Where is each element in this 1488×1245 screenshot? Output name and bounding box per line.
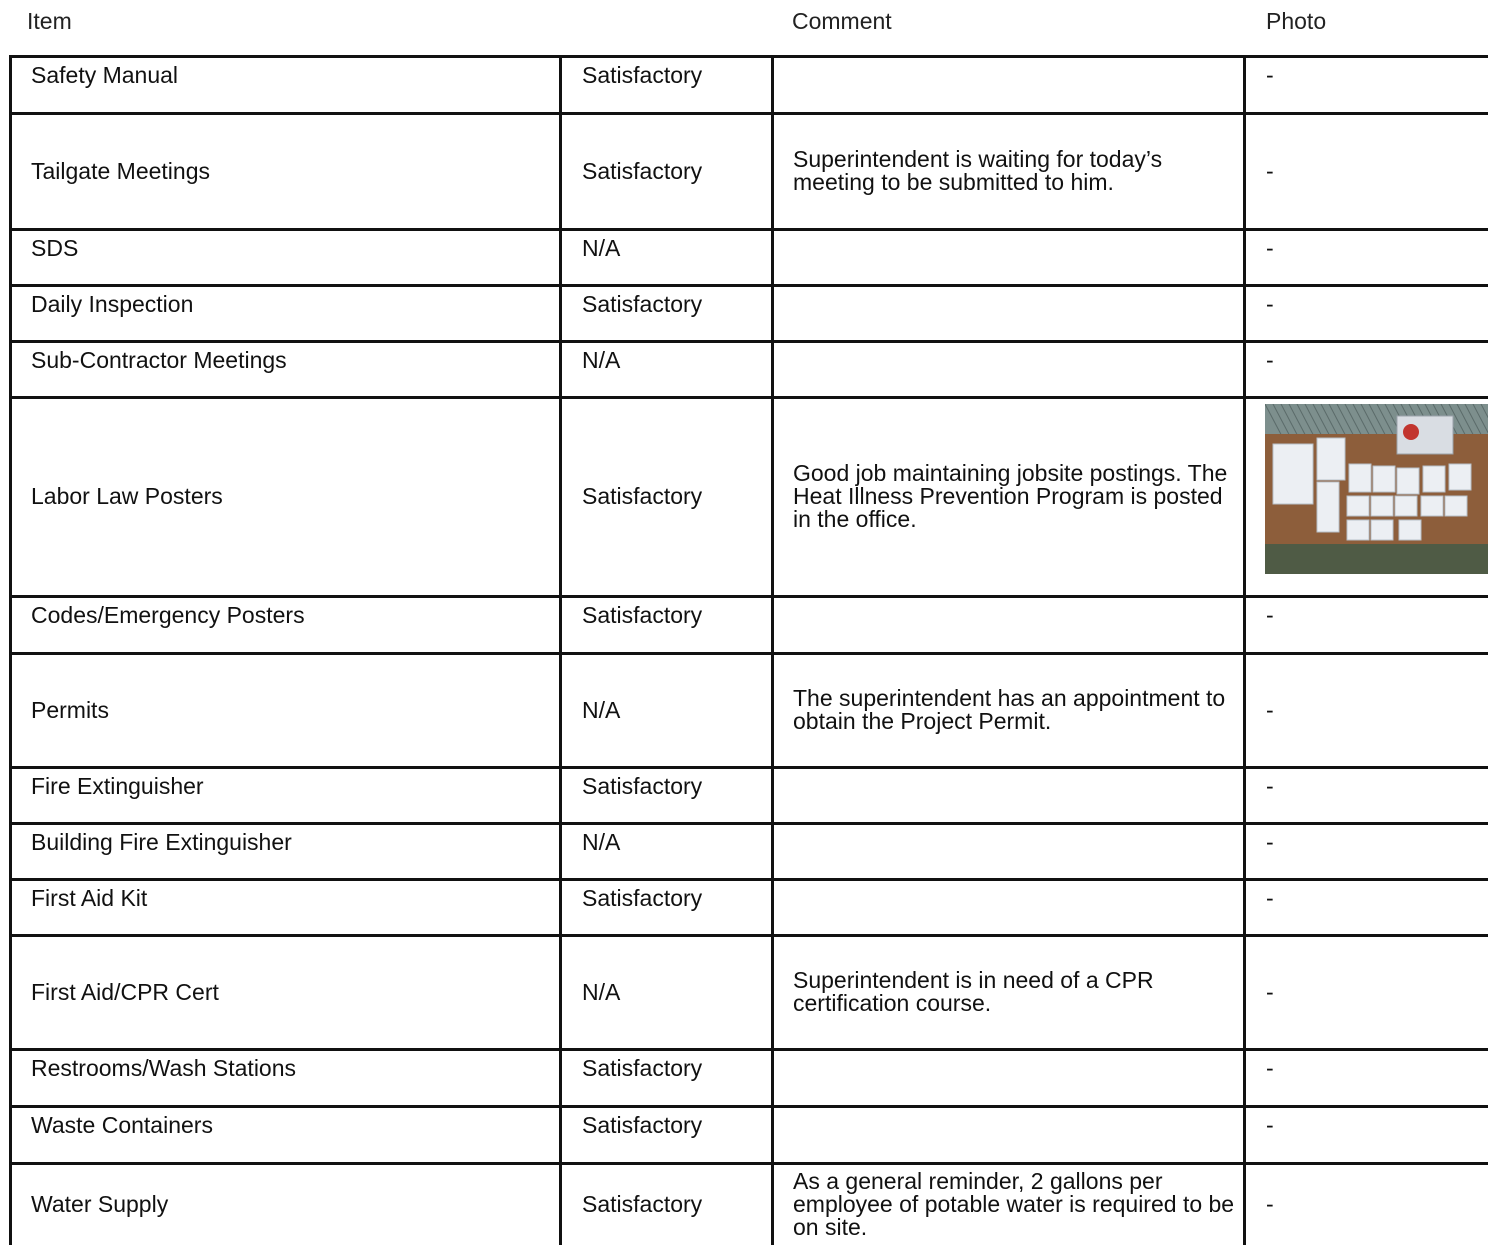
table-cell-photo: -: [1266, 1190, 1274, 1217]
photo-ground: [1265, 544, 1488, 574]
table-cell-status: Satisfactory: [582, 62, 703, 88]
column-divider: [771, 55, 774, 1245]
table-cell-item: Waste Containers: [31, 1112, 213, 1138]
table-cell-comment: [793, 881, 1239, 933]
table-cell-comment: [793, 1051, 1239, 1104]
table-cell-item: Labor Law Posters: [31, 483, 223, 509]
table-cell-status: N/A: [582, 347, 621, 373]
table-cell-photo: -: [1266, 885, 1274, 911]
table-cell-comment: [793, 58, 1239, 111]
table-cell-comment: [793, 343, 1239, 395]
labor-law-posters-photo[interactable]: [1265, 404, 1488, 574]
table-cell-comment: [793, 231, 1239, 283]
table-cell-status: Satisfactory: [582, 602, 703, 628]
column-divider: [1243, 55, 1246, 1245]
table-cell-comment: [793, 1108, 1239, 1161]
posted-paper: [1371, 496, 1393, 516]
posted-paper: [1395, 496, 1417, 516]
table-cell-item: Sub-Contractor Meetings: [31, 347, 287, 373]
table-cell-item: Safety Manual: [31, 62, 179, 88]
posted-paper: [1347, 496, 1369, 516]
table-cell-item: First Aid Kit: [31, 885, 148, 911]
table-cell-photo: -: [1266, 602, 1274, 628]
table-cell-photo: -: [1266, 978, 1274, 1005]
table-cell-photo: -: [1266, 773, 1274, 799]
column-header-item: Item: [27, 8, 72, 34]
table-cell-status: Satisfactory: [582, 773, 703, 799]
posted-paper: [1371, 520, 1393, 540]
table-cell-photo: -: [1266, 235, 1274, 261]
table-cell-photo: -: [1266, 62, 1274, 88]
table-cell-comment: [793, 825, 1239, 877]
table-cell-photo: -: [1266, 829, 1274, 855]
table-cell-comment: [793, 287, 1239, 339]
table-cell-item: Daily Inspection: [31, 291, 194, 317]
posted-paper: [1421, 496, 1443, 516]
photo-image: [1265, 404, 1488, 574]
table-cell-item: Building Fire Extinguisher: [31, 829, 292, 855]
table-cell-status: Satisfactory: [582, 291, 703, 317]
column-divider: [559, 55, 562, 1245]
posted-paper: [1373, 466, 1395, 492]
posted-paper: [1349, 464, 1371, 492]
first-aid-cross-icon: [1403, 424, 1419, 440]
table-cell-status: N/A: [582, 235, 621, 261]
table-cell-comment: [793, 598, 1239, 651]
table-cell-photo: -: [1266, 696, 1274, 723]
table-cell-item: SDS: [31, 235, 79, 261]
table-cell-comment: The superintendent has an appointment to obtain the Project Permit.: [793, 685, 1226, 734]
table-cell-item: Permits: [31, 696, 109, 723]
table-cell-item: Codes/Emergency Posters: [31, 602, 305, 628]
table-cell-comment: Superintendent is waiting for today’s meeting to be submitted to him.: [793, 146, 1163, 195]
posted-paper: [1397, 468, 1419, 494]
table-cell-comment: [793, 769, 1239, 821]
table-cell-status: N/A: [582, 978, 621, 1005]
column-divider: [9, 55, 12, 1245]
table-cell-photo: -: [1266, 291, 1274, 317]
table-cell-status: Satisfactory: [582, 1112, 703, 1138]
posted-paper: [1399, 520, 1421, 540]
table-cell-status: N/A: [582, 696, 621, 723]
table-cell-item: Tailgate Meetings: [31, 157, 210, 184]
table-cell-status: N/A: [582, 829, 621, 855]
column-header-comment: Comment: [792, 8, 892, 34]
column-header-photo: Photo: [1266, 8, 1327, 34]
posted-paper: [1347, 520, 1369, 540]
table-cell-photo: -: [1266, 1112, 1274, 1138]
posted-paper: [1423, 466, 1445, 492]
table-cell-comment: Good job maintaining jobsite postings. The Heat Illness Prevention Program is posted in the office.: [793, 460, 1228, 532]
table-cell-status: Satisfactory: [582, 483, 703, 509]
table-cell-status: Satisfactory: [582, 1055, 703, 1081]
posted-paper: [1445, 496, 1467, 516]
table-cell-item: Restrooms/Wash Stations: [31, 1055, 297, 1081]
table-cell-status: Satisfactory: [582, 1190, 703, 1217]
table-cell-photo: -: [1266, 1055, 1274, 1081]
table-cell-comment: Superintendent is in need of a CPR certification course.: [793, 967, 1154, 1016]
table-cell-comment: As a general reminder, 2 gallons per employee of potable water is required to be on site.: [793, 1167, 1235, 1240]
posted-paper: [1273, 444, 1313, 504]
table-cell-photo: -: [1266, 157, 1274, 184]
posted-paper: [1317, 482, 1339, 532]
table-cell-item: First Aid/CPR Cert: [31, 978, 219, 1005]
table-cell-item: Water Supply: [31, 1190, 169, 1217]
table-cell-item: Fire Extinguisher: [31, 773, 204, 799]
posted-paper: [1317, 438, 1345, 480]
posted-paper: [1449, 464, 1471, 490]
table-cell-photo: -: [1266, 347, 1274, 373]
table-cell-status: Satisfactory: [582, 885, 703, 911]
table-cell-status: Satisfactory: [582, 157, 703, 184]
